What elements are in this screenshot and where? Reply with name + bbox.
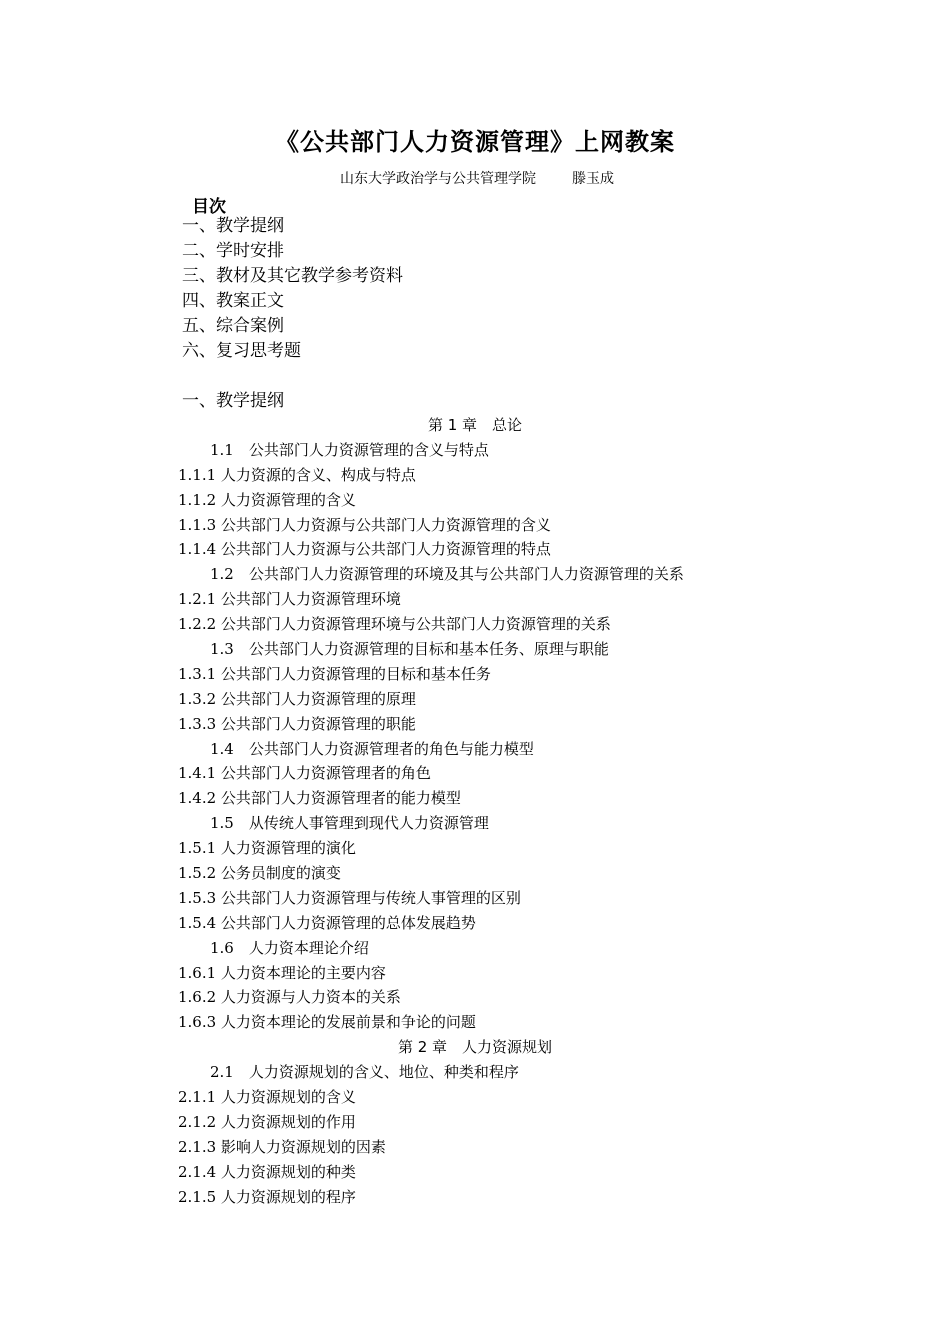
outline-text: 2.1 人力资源规划的含义、地位、种类和程序 [210,1063,519,1082]
subsection-item [0,886,950,911]
section-item [0,637,950,662]
toc-item: 四、教案正文 [182,291,284,311]
subsection-item [0,587,950,612]
subsection-item [0,513,950,538]
subsection-item [0,1010,950,1035]
teaching-outline [0,413,950,1210]
toc-item: 一、教学提纲 [182,216,284,236]
subsection-item [0,1160,950,1185]
outline-text: 2.1.4 人力资源规划的种类 [178,1162,356,1181]
outline-text: 1.3.3 公共部门人力资源管理的职能 [178,714,416,733]
toc-item: 二、学时安排 [182,241,284,261]
section-item [0,438,950,463]
subsection-item [0,687,950,712]
outline-text: 1.2.2 公共部门人力资源管理环境与公共部门人力资源管理的关系 [178,615,611,634]
subsection-item [0,1135,950,1160]
author-line [340,168,614,188]
outline-text: 1.5.1 人力资源管理的演化 [178,839,356,858]
outline-text: 1.5.3 公共部门人力资源管理与传统人事管理的区别 [178,888,521,907]
toc-item: 三、教材及其它教学参考资料 [182,266,403,286]
subsection-item [0,537,950,562]
subsection-item [0,985,950,1010]
toc-item: 五、综合案例 [182,316,284,336]
subsection-item [0,662,950,687]
outline-text: 1.3.1 公共部门人力资源管理的目标和基本任务 [178,664,491,683]
outline-text: 1.1.4 公共部门人力资源与公共部门人力资源管理的特点 [178,540,551,559]
subsection-item [0,911,950,936]
subsection-item [0,463,950,488]
subsection-item [0,1185,950,1210]
subsection-item [0,836,950,861]
table-of-contents [182,214,403,364]
outline-text: 1.1.1 人力资源的含义、构成与特点 [178,465,416,484]
outline-text: 1.1.3 公共部门人力资源与公共部门人力资源管理的含义 [178,515,551,534]
outline-text: 1.2.1 公共部门人力资源管理环境 [178,590,401,609]
toc-item: 六、复习思考题 [182,341,301,361]
outline-text: 1.4 公共部门人力资源管理者的角色与能力模型 [210,739,534,758]
subsection-item [0,712,950,737]
outline-text: 第 1 章 总论 [427,416,523,434]
outline-text: 1.6 人力资本理论介绍 [210,938,369,957]
outline-text: 2.1.5 人力资源规划的程序 [178,1187,356,1206]
subsection-item [0,1085,950,1110]
outline-text: 1.2 公共部门人力资源管理的环境及其与公共部门人力资源管理的关系 [210,565,684,584]
outline-text: 第 2 章 人力资源规划 [397,1038,553,1057]
subsection-item [0,612,950,637]
author-name: 滕玉成 [572,171,614,187]
subsection-item [0,1110,950,1135]
toc-heading: 目次 [192,197,226,217]
subsection-item [0,761,950,786]
section-item [0,811,950,836]
section-item [0,562,950,587]
subsection-item [0,488,950,513]
outline-text: 2.1.3 影响人力资源规划的因素 [178,1137,386,1156]
chapter-heading [0,1035,950,1060]
outline-text: 1.1 公共部门人力资源管理的含义与特点 [210,440,489,459]
chapter-heading [0,413,950,438]
outline-text: 1.6.2 人力资源与人力资本的关系 [178,988,401,1007]
outline-text: 1.3 公共部门人力资源管理的目标和基本任务、原理与职能 [210,640,609,659]
section-heading: 一、教学提纲 [182,391,284,411]
document-title: 《公共部门人力资源管理》上网教案 [275,128,675,156]
subsection-item [0,861,950,886]
outline-text: 1.3.2 公共部门人力资源管理的原理 [178,689,416,708]
outline-text: 1.4.1 公共部门人力资源管理者的角色 [178,764,431,783]
subsection-item [0,961,950,986]
section-item [0,737,950,762]
outline-text: 1.1.2 人力资源管理的含义 [178,490,356,509]
subsection-item [0,786,950,811]
outline-text: 1.5.2 公务员制度的演变 [178,864,341,883]
outline-text: 1.5.4 公共部门人力资源管理的总体发展趋势 [178,913,476,932]
institution: 山东大学政治学与公共管理学院 [340,171,536,187]
outline-text: 1.4.2 公共部门人力资源管理者的能力模型 [178,789,461,808]
outline-text: 1.6.3 人力资本理论的发展前景和争论的问题 [178,1013,476,1032]
section-item [0,1060,950,1085]
section-item [0,936,950,961]
outline-text: 2.1.1 人力资源规划的含义 [178,1088,356,1107]
outline-text: 2.1.2 人力资源规划的作用 [178,1112,356,1131]
outline-text: 1.5 从传统人事管理到现代人力资源管理 [210,814,489,833]
outline-text: 1.6.1 人力资本理论的主要内容 [178,963,386,982]
